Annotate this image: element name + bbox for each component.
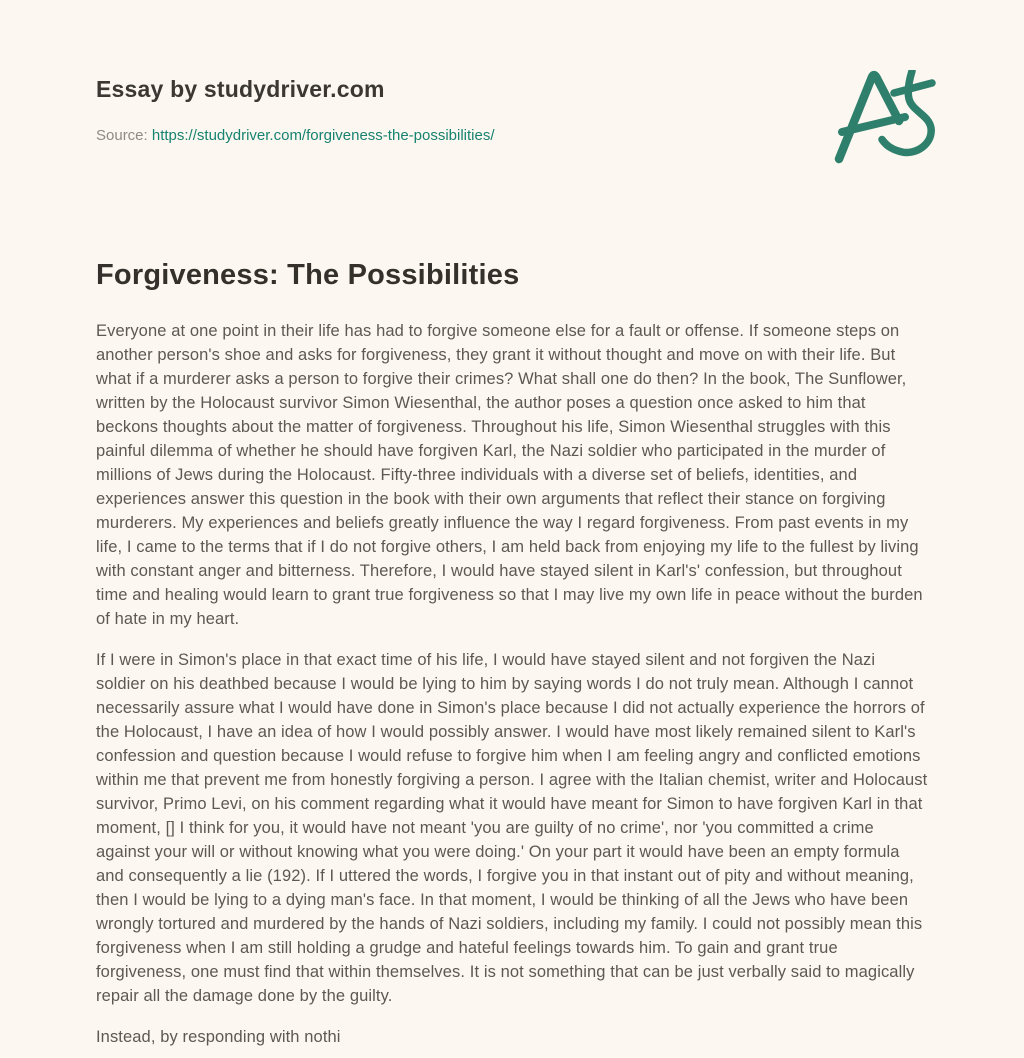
essay-title: Forgiveness: The Possibilities bbox=[96, 259, 520, 291]
studydriver-logo bbox=[832, 70, 937, 166]
essay-paragraph-1: Everyone at one point in their life has had to forgive someone else for a fault or offense. If someone steps on another person's shoe and asks for forgiveness, they grant it without thought and move on with their life. But what if a murderer asks a person to forgive their crimes? What shall one do then? In the book, The Sunflower, written by the Holocaust survivor Simon Wiesenthal, the author poses a question once asked to him that beckons thoughts about the matter of forgiveness. Throughout his life, Simon Wiesenthal struggles with this painful dilemma of whether he should have forgiven Karl, the Nazi soldier who participated in the murder of millions of Jews during the Holocaust. Fifty-three individuals with a diverse set of beliefs, identities, and experiences answer this question in the book with their own arguments that reflect their stance on forgiving murderers. My experiences and beliefs greatly influence the way I regard forgiveness. From past events in my life, I came to the terms that if I do not forgive others, I am held back from enjoying my life to the fullest by living with constant anger and bitterness. Therefore, I would have stayed silent in Karl's' confession, but throughout time and healing would learn to grant true forgiveness so that I may live my own life in peace without the burden of hate in my heart. bbox=[96, 322, 923, 628]
source-label: Source: bbox=[96, 127, 148, 144]
source-link[interactable]: https://studydriver.com/forgiveness-the-possibilities/ bbox=[151, 127, 495, 144]
page-header bbox=[96, 76, 928, 146]
source-line bbox=[96, 126, 928, 146]
essay-byline: Essay by studydriver.com bbox=[96, 76, 385, 102]
essay-paragraph-2: If I were in Simon's place in that exact time of his life, I would have stayed silent and not forgiven the Nazi soldier on his deathbed because I would be lying to him by saying words I do not truly mean. Although I cannot necessarily assure what I would have done in Simon's place because I did not actually experience the horrors of the Holocaust, I have an idea of how I would possibly answer. I would have most likely remained silent to Karl's confession and question because I would refuse to forgive him when I am feeling angry and conflicted emotions within me that prevent me from honestly forgiving a person. I agree with the Italian chemist, writer and Holocaust survivor, Primo Levi, on his comment regarding what it would have meant for Simon to have forgiven Karl in that moment, [] I think for you, it would have not meant 'you are guilty of no crime', nor 'you committed a crime against your will or without knowing what you were doing.' On your part it would have been an empty formula and consequently a lie (192). If I uttered the words, I forgive you in that instant out of pity and without meaning, then I would be lying to a dying man's face. In that moment, I would be thinking of all the Jews who have been wrongly tortured and murdered by the hands of Nazi soldiers, including my family. I could not possibly mean this forgiveness when I am still holding a grudge and hateful feelings towards him. To gain and grant true forgiveness, one must find that within themselves. It is not something that can be just verbally said to magically repair all the damage done by the guilty. bbox=[96, 651, 928, 1005]
essay-paragraph-3-truncated: Instead, by responding with nothi bbox=[96, 1028, 341, 1046]
a-plus-logo-icon bbox=[832, 70, 937, 166]
essay-body bbox=[96, 319, 928, 1049]
